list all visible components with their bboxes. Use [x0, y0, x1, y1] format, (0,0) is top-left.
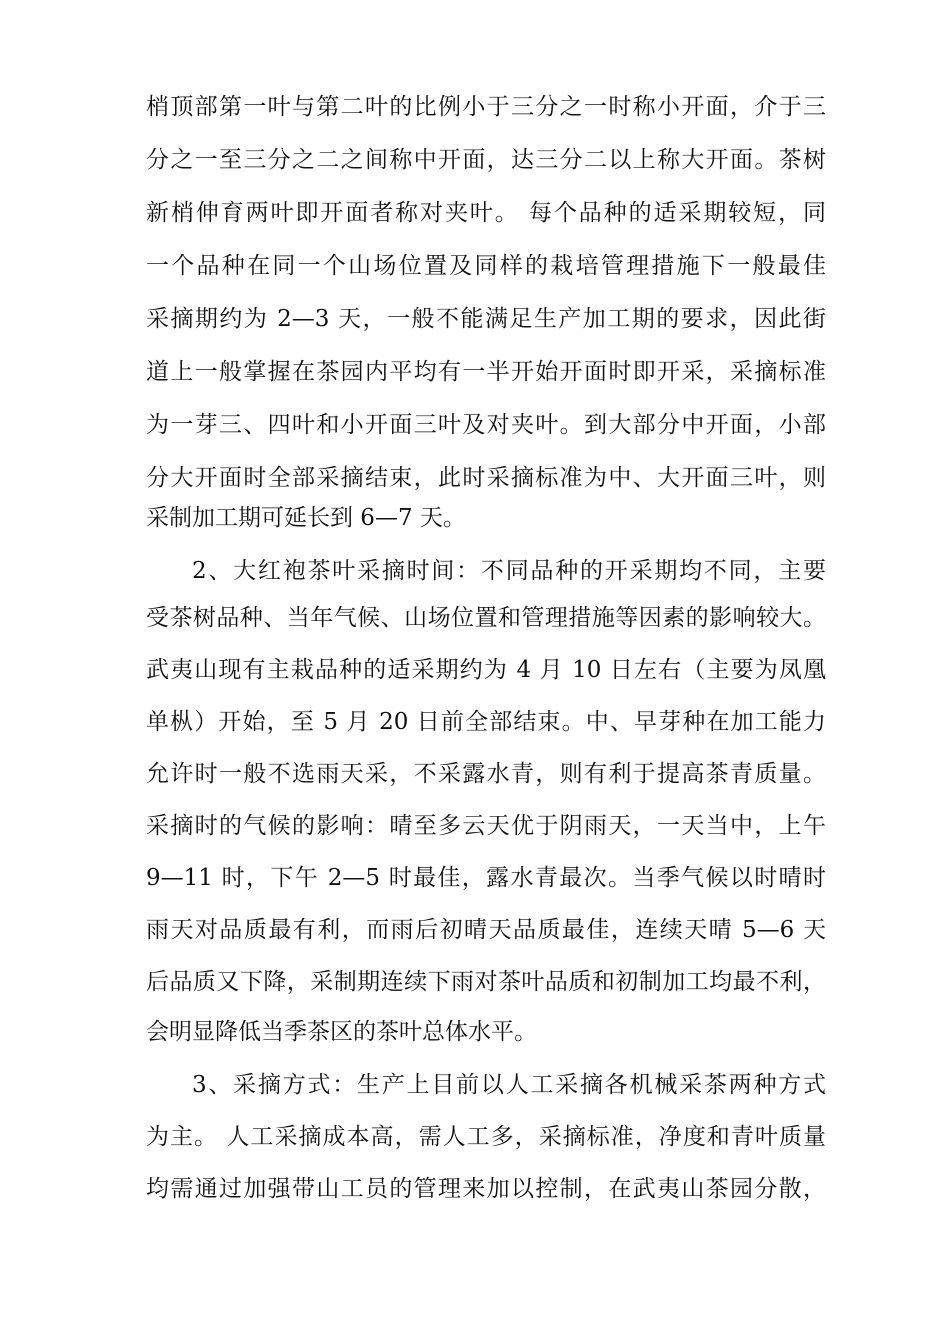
- text-line: 采摘期约为 2—3 天，一般不能满足生产加工期的要求，因此街: [146, 306, 826, 332]
- text-line: 梢顶部第一叶与第二叶的比例小于三分之一时称小开面，介于三: [146, 94, 826, 120]
- text-line: 武夷山现有主栽品种的适采期约为 4 月 10 日左右（主要为凤凰: [146, 657, 826, 683]
- text-line: 道上一般掌握在茶园内平均有一半开始开面时即开采，采摘标准: [146, 359, 826, 385]
- text-line: 分之一至三分之二之间称中开面，达三分二以上称大开面。茶树: [146, 147, 826, 173]
- text-line: 会明显降低当季茶区的茶叶总体水平。: [146, 1019, 537, 1045]
- text-line: 雨天对品质最有利，而雨后初晴天品质最佳，连续天晴 5—6 天: [146, 917, 826, 943]
- text-line: 后品质又下降，采制期连续下雨对茶叶品质和初制加工均最不利，: [146, 969, 826, 995]
- text-line: 为一芽三、四叶和小开面三叶及对夹叶。到大部分中开面，小部: [146, 412, 826, 438]
- text-line: 一个品种在同一个山场位置及同样的栽培管理措施下一般最佳: [146, 253, 826, 279]
- text-line: 9—11 时，下午 2—5 时最佳，露水青最次。当季气候以时晴时: [146, 865, 826, 891]
- text-line: 为主。 人工采摘成本高，需人工多，采摘标准，净度和青叶质量: [146, 1124, 826, 1150]
- text-line: 受茶树品种、当年气候、山场位置和管理措施等因素的影响较大。: [146, 605, 826, 631]
- text-line: 采制加工期可延长到 6—7 天。: [146, 505, 466, 531]
- text-line: 采摘时的气候的影响：晴至多云天优于阴雨天，一天当中，上午: [146, 813, 826, 839]
- text-line: 分大开面时全部采摘结束，此时采摘标准为中、大开面三叶，则: [146, 465, 826, 491]
- text-line: 均需通过加强带山工员的管理来加以控制，在武夷山茶园分散，: [146, 1176, 826, 1202]
- text-line: 单枞）开始，至 5 月 20 日前全部结束。中、早芽种在加工能力: [146, 709, 826, 735]
- paragraph-start-line: 3、采摘方式：生产上目前以人工采摘各机械采茶两种方式: [192, 1072, 826, 1098]
- paragraph-start-line: 2、大红袍茶叶采摘时间：不同品种的开采期均不同，主要: [192, 558, 826, 584]
- text-line: 允许时一般不选雨天采，不采露水青，则有利于提高茶青质量。: [146, 761, 826, 787]
- text-line: 新梢伸育两叶即开面者称对夹叶。 每个品种的适采期较短，同: [146, 200, 826, 226]
